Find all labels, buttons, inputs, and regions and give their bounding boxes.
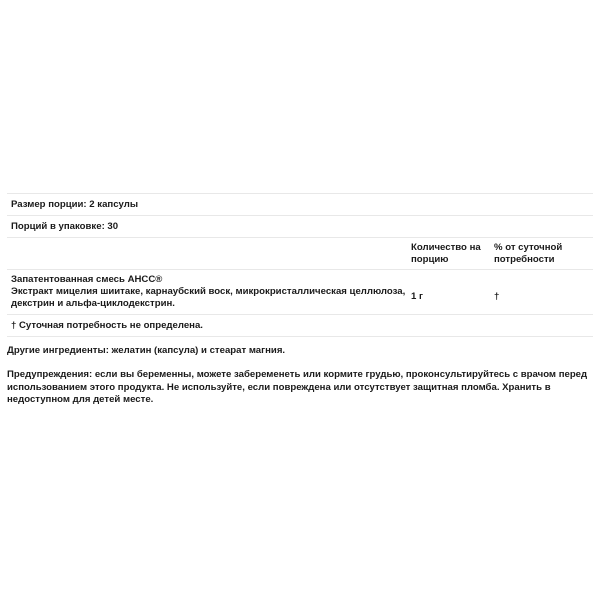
footnote-row — [7, 314, 593, 337]
ingredient-daily-value: † — [494, 291, 500, 302]
header-daily-value: % от суточной потребности — [494, 242, 563, 265]
servings-per-container-row — [7, 215, 593, 237]
ingredient-amount: 1 г — [411, 291, 423, 302]
warnings: Предупреждения: если вы беременны, можете забеременеть или кормите грудью, проконсультируйтесь с врачом перед использованием этого продукта. Не используйте, если повреждена или отсутствует защитная пломба. Хранить в недоступном для детей месте. — [7, 369, 588, 405]
ingredient-description: Экстракт мицелия шиитаке, карнаубский воск, микрокристаллическая целлюлоза, декстрин и альфа-циклодекстрин. — [11, 286, 406, 309]
ingredient-row — [7, 269, 593, 314]
header-empty-cell — [7, 242, 411, 269]
table-header-row — [7, 237, 593, 269]
ingredient-cell — [7, 274, 411, 314]
supplement-facts-table — [7, 193, 593, 337]
servings-per-container-text: Порций в упаковке: 30 — [11, 221, 119, 232]
header-amount: Количество на порцию — [411, 242, 481, 265]
ingredient-name: Запатентованная смесь AHCC® — [11, 274, 163, 285]
serving-size-text: Размер порции: 2 капсулы — [11, 199, 139, 210]
serving-size-row — [7, 193, 593, 215]
footnote-text: † Суточная потребность не определена. — [11, 320, 203, 331]
other-ingredients: Другие ингредиенты: желатин (капсула) и стеарат магния. — [7, 345, 286, 356]
